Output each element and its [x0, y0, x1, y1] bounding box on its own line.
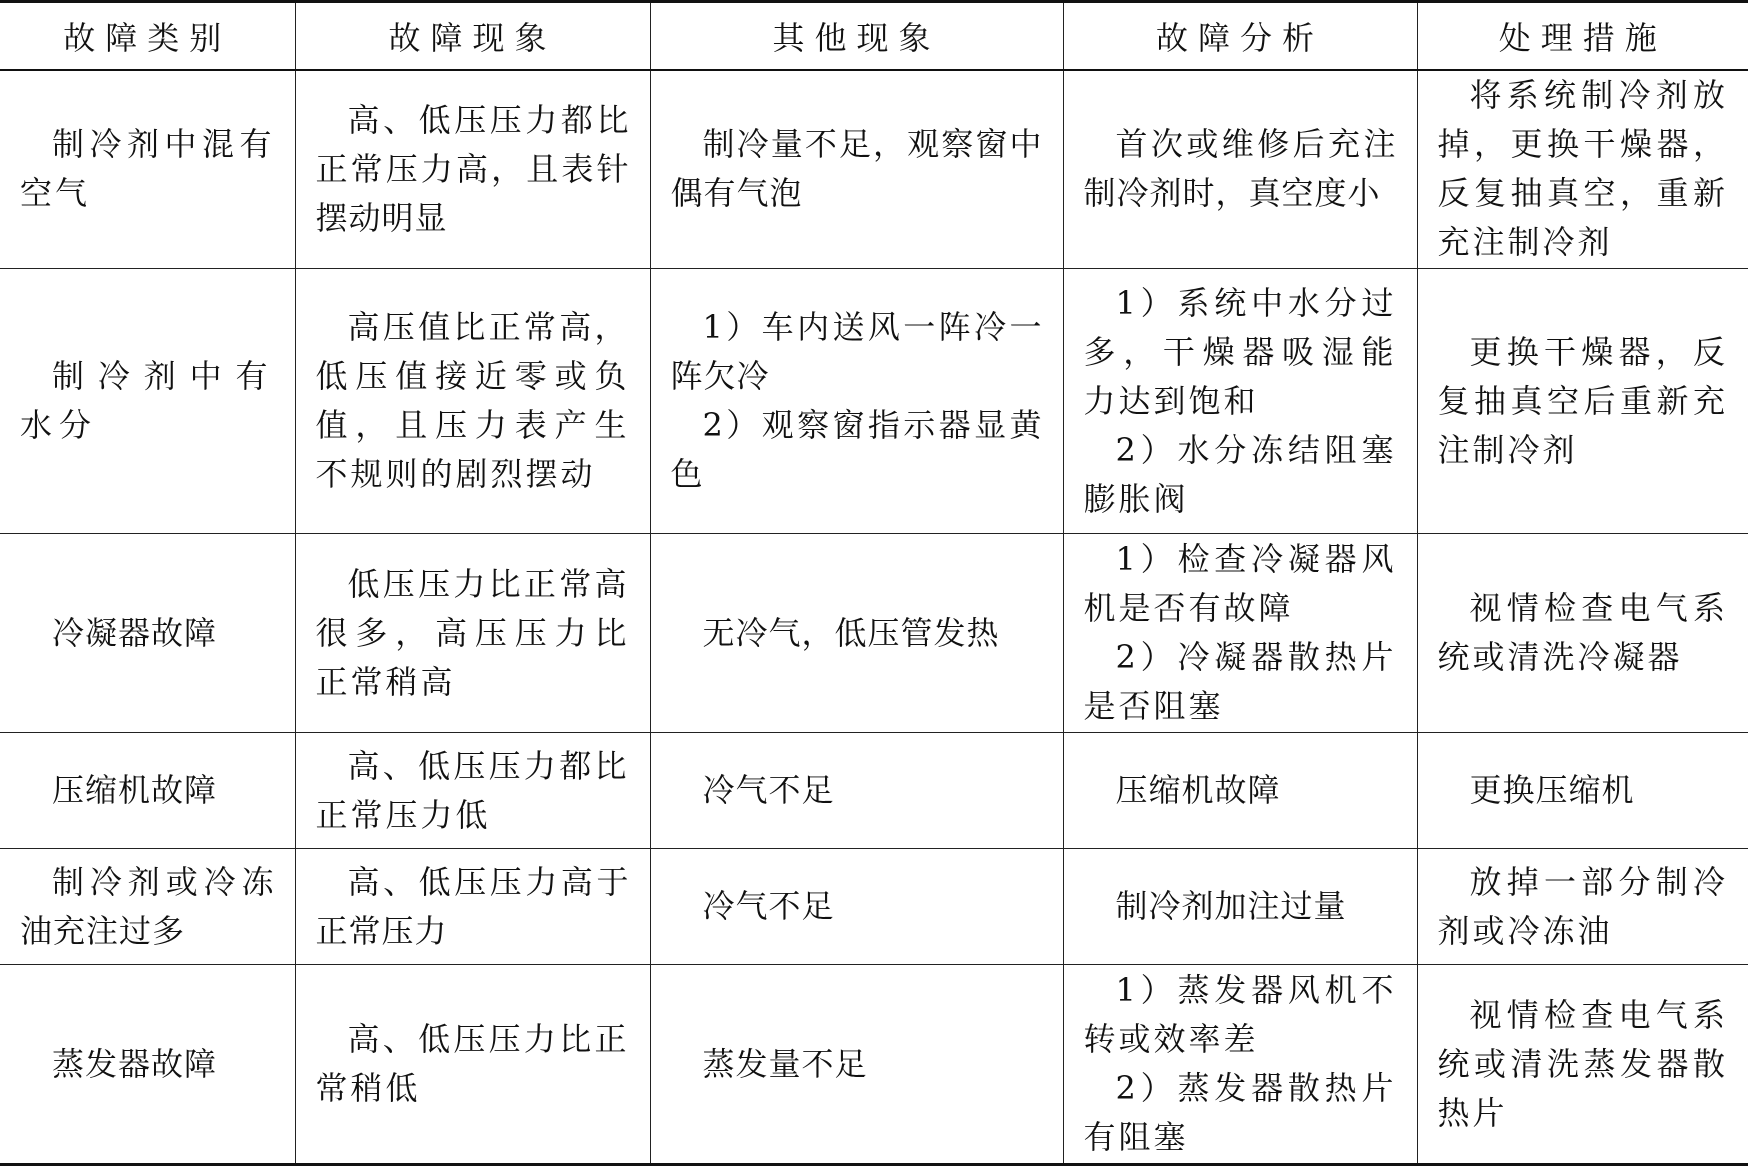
cell-category [0, 534, 295, 733]
table-row [0, 733, 1748, 849]
analysis-line-2: 2）水分冻结阻塞膨胀阀 [1083, 430, 1397, 518]
analysis-text [1084, 535, 1397, 731]
symptom-text: 高、低压压力比正常稍低 [315, 1020, 630, 1107]
cell-category [0, 849, 295, 965]
analysis-text [1084, 279, 1397, 524]
cell-other [650, 733, 1063, 849]
other-text: 制冷量不足，观察窗中偶有气泡 [670, 125, 1043, 213]
analysis-text [1084, 966, 1397, 1162]
other-text: 无冷气，低压管发热 [702, 613, 1000, 652]
cell-other [650, 269, 1063, 534]
action-text: 视情检查电气系统或清洗冷凝器 [1437, 589, 1728, 676]
action-text: 放掉一部分制冷剂或冷冻油 [1437, 862, 1728, 950]
cell-symptom [295, 733, 650, 849]
analysis-text: 首次或维修后充注制冷剂时，真空度小 [1083, 125, 1397, 213]
header-treatment: 处理措施 [1417, 2, 1748, 70]
table-row [0, 965, 1748, 1165]
cell-analysis [1063, 733, 1417, 849]
cell-other [650, 534, 1063, 733]
cell-analysis [1063, 849, 1417, 965]
table-header-row [0, 2, 1748, 70]
analysis-line-1: 1）系统中水分过多，干燥器吸湿能力达到饱和 [1083, 283, 1397, 420]
cell-category [0, 733, 295, 849]
other-text: 冷气不足 [702, 887, 835, 925]
analysis-line-1: 1）检查冷凝器风机是否有故障 [1083, 540, 1397, 627]
analysis-text: 制冷剂加注过量 [1115, 887, 1347, 925]
symptom-text: 低压压力比正常高很多，高压压力比正常稍高 [315, 564, 630, 701]
cell-analysis [1063, 965, 1417, 1165]
cell-action [1417, 269, 1748, 534]
category-text: 制冷剂或冷冻油充注过多 [20, 862, 275, 950]
cell-symptom [295, 70, 650, 269]
other-line-2: 2）观察窗指示器显黄色 [670, 406, 1043, 493]
other-text [671, 303, 1043, 499]
symptom-text: 高、低压压力都比正常压力高，且表针摆动明显 [315, 100, 630, 237]
cell-category [0, 269, 295, 534]
cell-action [1417, 965, 1748, 1165]
symptom-text: 高、低压压力都比正常压力低 [315, 746, 630, 834]
analysis-text: 压缩机故障 [1115, 771, 1281, 809]
action-text: 更换压缩机 [1469, 771, 1635, 809]
cell-symptom [295, 534, 650, 733]
cell-other [650, 70, 1063, 269]
analysis-line-2: 2）冷凝器散热片是否阻塞 [1083, 638, 1397, 725]
action-text: 视情检查电气系统或清洗蒸发器散热片 [1437, 995, 1728, 1132]
cell-symptom [295, 965, 650, 1165]
cell-other [650, 849, 1063, 965]
table-row [0, 269, 1748, 534]
cell-analysis [1063, 70, 1417, 269]
other-text: 冷气不足 [702, 771, 835, 809]
cell-analysis [1063, 269, 1417, 534]
analysis-line-1: 1）蒸发器风机不转或效率差 [1083, 971, 1397, 1058]
cell-symptom [295, 269, 650, 534]
symptom-text: 高压值比正常高，低压值接近零或负值，且压力表产生不规则的剧烈摆动 [315, 308, 630, 493]
action-text: 更换干燥器，反复抽真空后重新充注制冷剂 [1437, 332, 1728, 469]
category-text: 制冷剂中有水分 [20, 357, 275, 444]
category-text: 冷凝器故障 [52, 613, 218, 652]
header-fault-symptom: 故障现象 [295, 2, 650, 70]
cell-other [650, 965, 1063, 1165]
cell-action [1417, 534, 1748, 733]
symptom-text: 高、低压压力高于正常压力 [315, 862, 630, 950]
table-row [0, 849, 1748, 965]
analysis-line-2: 2）蒸发器散热片有阻塞 [1083, 1069, 1397, 1156]
table-row [0, 534, 1748, 733]
cell-action [1417, 70, 1748, 269]
category-text: 制冷剂中混有空气 [20, 125, 275, 213]
category-text: 蒸发器故障 [52, 1044, 218, 1083]
cell-category [0, 70, 295, 269]
header-fault-analysis: 故障分析 [1063, 2, 1417, 70]
cell-action [1417, 849, 1748, 965]
other-line-1: 1）车内送风一阵冷一阵欠冷 [670, 308, 1043, 395]
cell-action [1417, 733, 1748, 849]
cell-category [0, 965, 295, 1165]
cell-symptom [295, 849, 650, 965]
header-fault-category: 故障类别 [0, 2, 295, 70]
header-other-symptoms: 其他现象 [650, 2, 1063, 70]
other-text: 蒸发量不足 [702, 1044, 868, 1083]
cell-analysis [1063, 534, 1417, 733]
category-text: 压缩机故障 [52, 771, 218, 809]
table-row [0, 70, 1748, 269]
action-text: 将系统制冷剂放掉，更换干燥器，反复抽真空，重新充注制冷剂 [1437, 76, 1728, 262]
